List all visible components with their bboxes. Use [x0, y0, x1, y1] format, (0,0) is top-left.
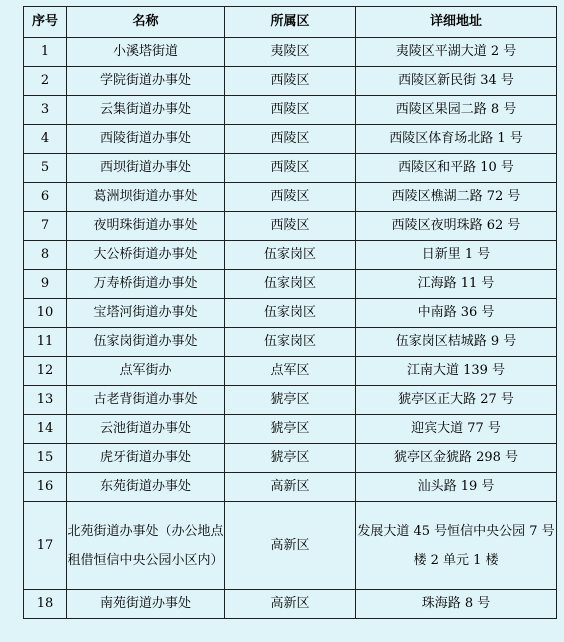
cell-address: 猇亭区金猇路 298 号	[356, 444, 557, 473]
cell-no: 4	[24, 125, 67, 154]
col-header-no: 序号	[24, 7, 67, 38]
table-row	[24, 502, 557, 590]
cell-address: 迎宾大道 77 号	[356, 415, 557, 444]
cell-address: 猇亭区正大路 27 号	[356, 386, 557, 415]
cell-name: 小溪塔街道	[67, 38, 225, 67]
cell-no: 7	[24, 212, 67, 241]
table-row	[24, 444, 557, 473]
table-row	[24, 183, 557, 212]
cell-name: 夜明珠街道办事处	[67, 212, 225, 241]
cell-name: 古老背街道办事处	[67, 386, 225, 415]
cell-district: 西陵区	[225, 154, 356, 183]
cell-district: 夷陵区	[225, 38, 356, 67]
cell-district: 西陵区	[225, 67, 356, 96]
cell-name: 葛洲坝街道办事处	[67, 183, 225, 212]
cell-address: 江海路 11 号	[356, 270, 557, 299]
cell-district: 猇亭区	[225, 386, 356, 415]
cell-no: 8	[24, 241, 67, 270]
street-office-table	[23, 6, 557, 619]
cell-district: 高新区	[225, 502, 356, 590]
cell-district: 伍家岗区	[225, 299, 356, 328]
cell-no: 12	[24, 357, 67, 386]
cell-name: 东苑街道办事处	[67, 473, 225, 502]
cell-no: 15	[24, 444, 67, 473]
cell-district: 西陵区	[225, 96, 356, 125]
cell-address: 江南大道 139 号	[356, 357, 557, 386]
col-header-address: 详细地址	[356, 7, 557, 38]
cell-no: 16	[24, 473, 67, 502]
table-row	[24, 299, 557, 328]
table-row	[24, 212, 557, 241]
cell-address: 西陵区和平路 10 号	[356, 154, 557, 183]
cell-address: 西陵区樵湖二路 72 号	[356, 183, 557, 212]
col-header-district: 所属区	[225, 7, 356, 38]
cell-name: 北苑街道办事处（办公地点租借恒信中央公园小区内）	[67, 502, 225, 590]
table-row	[24, 67, 557, 96]
table-row	[24, 415, 557, 444]
cell-address: 西陵区果园二路 8 号	[356, 96, 557, 125]
cell-no: 13	[24, 386, 67, 415]
cell-district: 西陵区	[225, 125, 356, 154]
cell-no: 9	[24, 270, 67, 299]
cell-address: 西陵区新民街 34 号	[356, 67, 557, 96]
cell-no: 17	[24, 502, 67, 590]
cell-no: 3	[24, 96, 67, 125]
cell-name: 南苑街道办事处	[67, 590, 225, 619]
table-row	[24, 386, 557, 415]
cell-district: 点军区	[225, 357, 356, 386]
cell-district: 猇亭区	[225, 415, 356, 444]
col-header-name: 名称	[67, 7, 225, 38]
table-row	[24, 357, 557, 386]
cell-name: 云池街道办事处	[67, 415, 225, 444]
cell-address: 发展大道 45 号恒信中央公园 7 号楼 2 单元 1 楼	[356, 502, 557, 590]
cell-no: 2	[24, 67, 67, 96]
cell-no: 10	[24, 299, 67, 328]
cell-address: 汕头路 19 号	[356, 473, 557, 502]
cell-name: 云集街道办事处	[67, 96, 225, 125]
cell-address: 西陵区夜明珠路 62 号	[356, 212, 557, 241]
cell-no: 5	[24, 154, 67, 183]
cell-no: 1	[24, 38, 67, 67]
cell-address: 日新里 1 号	[356, 241, 557, 270]
cell-address: 夷陵区平湖大道 2 号	[356, 38, 557, 67]
cell-district: 高新区	[225, 590, 356, 619]
cell-name: 点军街办	[67, 357, 225, 386]
cell-district: 伍家岗区	[225, 241, 356, 270]
table-row	[24, 96, 557, 125]
table-row	[24, 590, 557, 619]
cell-address: 西陵区体育场北路 1 号	[356, 125, 557, 154]
table-row	[24, 328, 557, 357]
cell-district: 猇亭区	[225, 444, 356, 473]
cell-district: 伍家岗区	[225, 270, 356, 299]
cell-name: 宝塔河街道办事处	[67, 299, 225, 328]
table-row	[24, 38, 557, 67]
cell-district: 高新区	[225, 473, 356, 502]
table-row	[24, 473, 557, 502]
cell-district: 伍家岗区	[225, 328, 356, 357]
cell-name: 伍家岗街道办事处	[67, 328, 225, 357]
cell-district: 西陵区	[225, 183, 356, 212]
table-row	[24, 154, 557, 183]
cell-name: 万寿桥街道办事处	[67, 270, 225, 299]
cell-name: 虎牙街道办事处	[67, 444, 225, 473]
cell-address: 中南路 36 号	[356, 299, 557, 328]
cell-no: 6	[24, 183, 67, 212]
table-row	[24, 270, 557, 299]
cell-district: 西陵区	[225, 212, 356, 241]
cell-name: 西坝街道办事处	[67, 154, 225, 183]
cell-no: 14	[24, 415, 67, 444]
cell-address: 伍家岗区桔城路 9 号	[356, 328, 557, 357]
table-row	[24, 241, 557, 270]
table-header-row	[24, 7, 557, 38]
cell-name: 学院街道办事处	[67, 67, 225, 96]
cell-no: 18	[24, 590, 67, 619]
cell-name: 大公桥街道办事处	[67, 241, 225, 270]
table-row	[24, 125, 557, 154]
cell-name: 西陵街道办事处	[67, 125, 225, 154]
cell-address: 珠海路 8 号	[356, 590, 557, 619]
cell-no: 11	[24, 328, 67, 357]
